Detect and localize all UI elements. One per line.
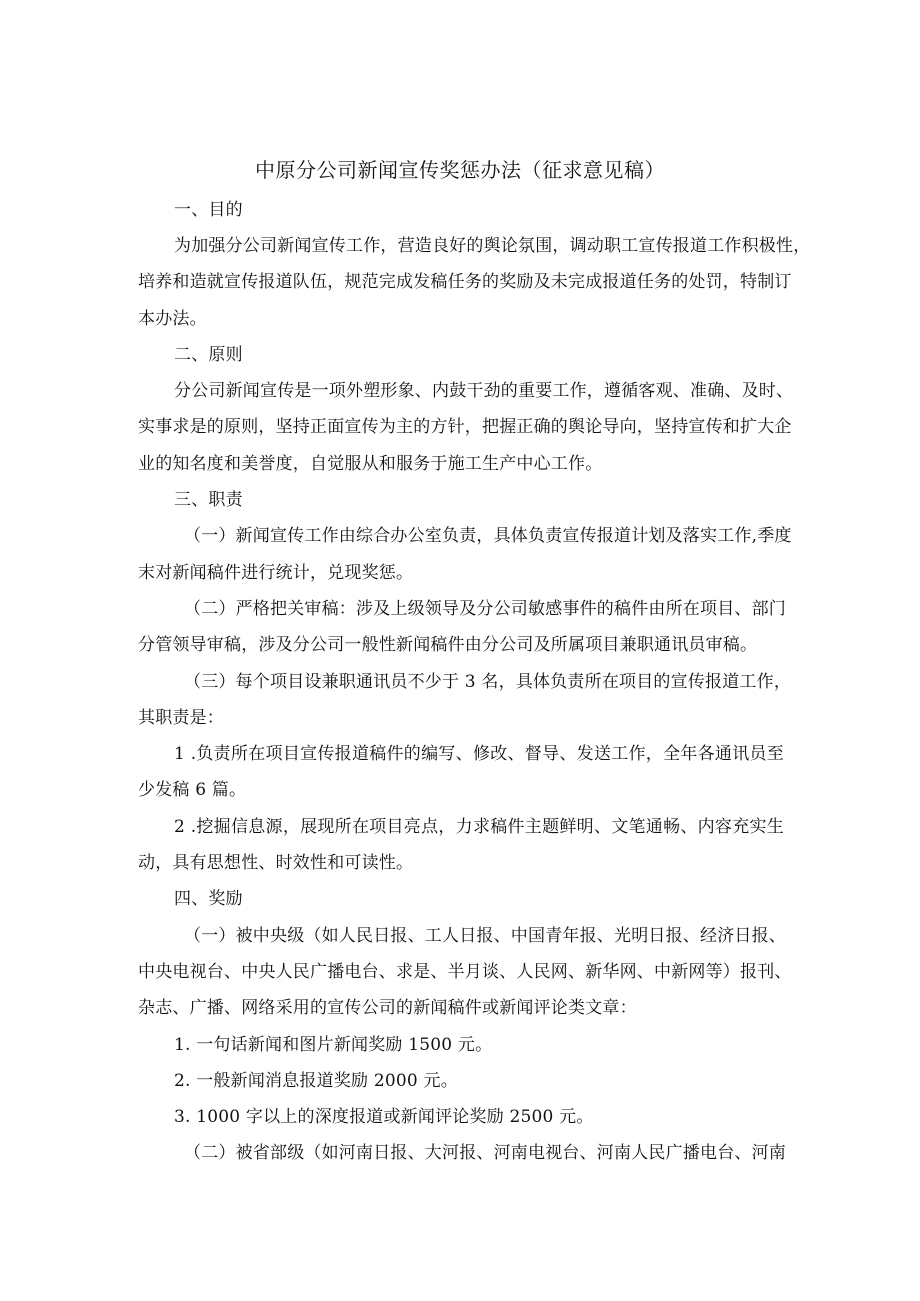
paragraph-line: 业的知名度和美誉度，自觉服从和服务于施工生产中心工作。 bbox=[138, 454, 603, 474]
paragraph-line: 实事求是的原则，坚持正面宣传为主的方针，把握正确的舆论导向，坚持宣传和扩大企 bbox=[138, 417, 792, 437]
document-title: 中原分公司新闻宣传奖惩办法（征求意见稿） bbox=[255, 158, 665, 182]
list-item-line: 2. 一般新闻消息报道奖励 2000 元。 bbox=[174, 1071, 458, 1091]
list-item-line: 1 .负责所在项目宣传报道稿件的编写、修改、督导、发送工作，全年各通讯员至 bbox=[174, 744, 784, 764]
paragraph-line: （二）被省部级（如河南日报、大河报、河南电视台、河南人民广播电台、河南 bbox=[184, 1143, 786, 1163]
heading-rewards: 四、奖励 bbox=[174, 889, 243, 909]
paragraph-line: 其职责是： bbox=[138, 708, 224, 728]
list-item-line: 动，具有思想性、时效性和可读性。 bbox=[138, 853, 414, 873]
heading-purpose: 一、目的 bbox=[174, 200, 243, 220]
paragraph-line: 杂志、广播、网络采用的宣传公司的新闻稿件或新闻评论类文章： bbox=[138, 998, 637, 1018]
list-item-line: 3. 1000 字以上的深度报道或新闻评论奖励 2500 元。 bbox=[174, 1107, 594, 1127]
paragraph-line: （一）新闻宣传工作由综合办公室负责，具体负责宣传报道计划及落实工作,季度 bbox=[184, 526, 792, 546]
paragraph-line: 本办法。 bbox=[138, 309, 207, 329]
paragraph-line: 分公司新闻宣传是一项外塑形象、内鼓干劲的重要工作，遵循客观、准确、及时、 bbox=[174, 381, 794, 401]
paragraph-line: （一）被中央级（如人民日报、工人日报、中国青年报、光明日报、经济日报、 bbox=[184, 926, 786, 946]
paragraph-line: 为加强分公司新闻宣传工作，营造良好的舆论氛围，调动职工宣传报道工作积极性， bbox=[174, 236, 811, 256]
paragraph-line: 中央电视台、中央人民广播电台、求是、半月谈、人民网、新华网、中新网等）报刊、 bbox=[138, 962, 792, 982]
list-item-line: 2 .挖掘信息源，展现所在项目亮点，力求稿件主题鲜明、文笔通畅、内容充实生 bbox=[174, 817, 784, 837]
list-item-line: 1. 一句话新闻和图片新闻奖励 1500 元。 bbox=[174, 1035, 493, 1055]
paragraph-line: 分管领导审稿，涉及分公司一般性新闻稿件由分公司及所属项目兼职通讯员审稿。 bbox=[138, 635, 758, 655]
paragraph-line: （三）每个项目设兼职通讯员不少于 3 名，具体负责所在项目的宣传报道工作， bbox=[184, 672, 792, 692]
paragraph-line: 培养和造就宣传报道队伍，规范完成发稿任务的奖励及未完成报道任务的处罚，特制订 bbox=[138, 272, 792, 292]
list-item-line: 少发稿 6 篇。 bbox=[138, 780, 247, 800]
heading-duties: 三、职责 bbox=[174, 490, 243, 510]
heading-principle: 二、原则 bbox=[174, 345, 243, 365]
paragraph-line: 末对新闻稿件进行统计，兑现奖惩。 bbox=[138, 563, 414, 583]
paragraph-line: （二）严格把关审稿：涉及上级领导及分公司敏感事件的稿件由所在项目、部门 bbox=[184, 599, 786, 619]
